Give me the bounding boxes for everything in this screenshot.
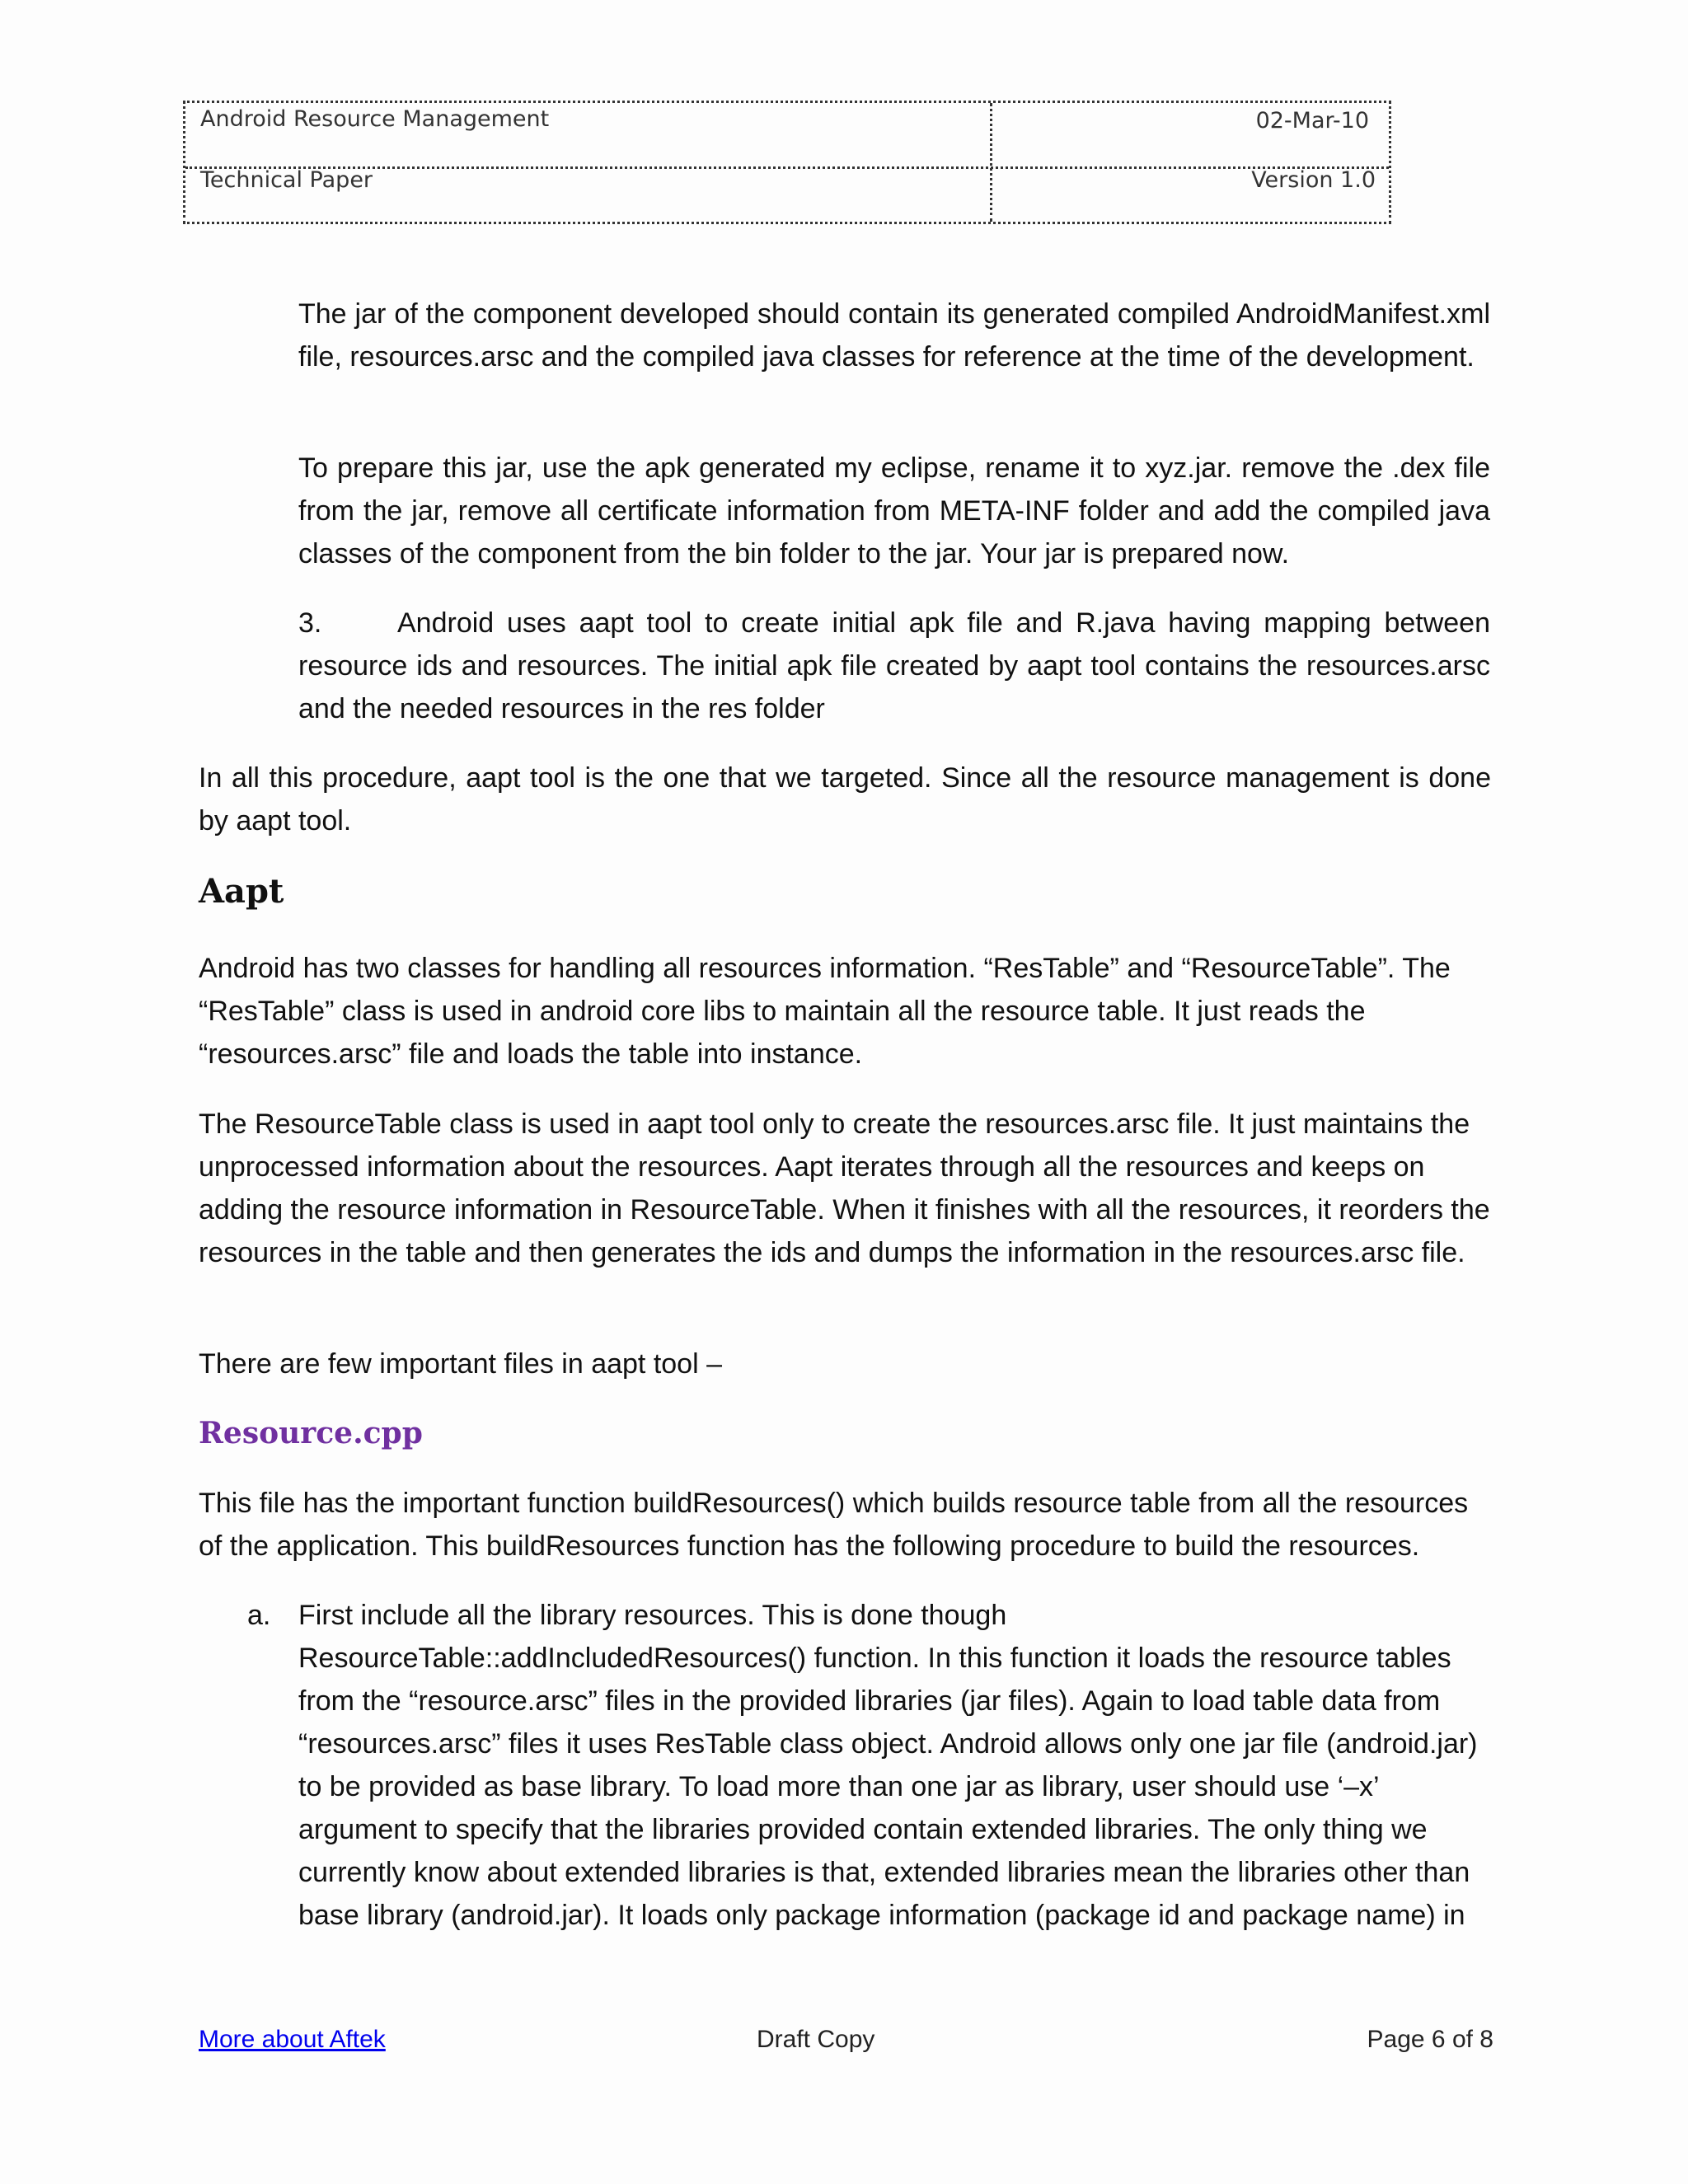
doc-type: Technical Paper (200, 167, 373, 193)
doc-date: 02-Mar-10 (1255, 108, 1369, 134)
paragraph-classes: Android has two classes for handling all resources information. “ResTable” and “ResourceTable”. The “ResTable” class is used in android core libs to maintain all the resource table. It just reads the “resources.arsc” file and loads the table into instance. (199, 953, 1451, 1070)
heading-aapt: Aapt (199, 872, 284, 911)
list-marker-3: 3. (298, 607, 322, 639)
header-table (183, 101, 1391, 224)
heading-resource-cpp: Resource.cpp (199, 1416, 423, 1451)
list-marker-a: a. (247, 1600, 271, 1631)
paragraph-jar: The jar of the component developed should contain its generated compiled AndroidManifest.xml file, resources.arsc and the compiled java classes for reference at the time of the development. (298, 298, 1490, 373)
doc-version: Version 1.0 (1251, 167, 1376, 193)
header-divider-vertical (990, 103, 992, 222)
doc-title: Android Resource Management (200, 106, 550, 132)
footer-link-aftek[interactable]: More about Aftek (199, 2026, 386, 2053)
paragraph-important-files: There are few important files in aapt tool – (199, 1348, 722, 1380)
footer-draft-copy: Draft Copy (757, 2026, 875, 2053)
paragraph-buildresources: This file has the important function buildResources() which builds resource table from all the resources of the application. This buildResources function has the following procedure to build the resources. (199, 1488, 1469, 1562)
list-item-3: Android uses aapt tool to create initial apk file and R.java having mapping between resource ids and resources. The initial apk file created by aapt tool contains the resources.arsc and the needed resources in the res folder (298, 607, 1490, 724)
footer-page-number: Page 6 of 8 (1367, 2026, 1493, 2053)
paragraph-procedure: In all this procedure, aapt tool is the one that we targeted. Since all the resource management is done by aapt tool. (199, 762, 1491, 837)
list-item-a: First include all the library resources. This is done though ResourceTable::addIncludedResources() function. In this function it loads the resource tables from the “resource.arsc” files in the provided libraries (jar files). Again to load table data from “resources.arsc” files it uses ResTable class object. Android allows only one jar file (android.jar) to be provided as base library. To load more than one jar as library, user should use ‘–x’ argument to specify that the libraries provided contain extended libraries. The only thing we currently know about extended libraries is that, extended libraries mean the libraries other than base library (android.jar). It loads only package information (package id and package name) in (298, 1600, 1478, 1931)
paragraph-prepare-jar: To prepare this jar, use the apk generated my eclipse, rename it to xyz.jar. remove the .dex file from the jar, remove all certificate information from META-INF folder and add the compiled java classes of the component from the bin folder to the jar. Your jar is prepared now. (298, 452, 1490, 569)
paragraph-resourcetable: The ResourceTable class is used in aapt tool only to create the resources.arsc file. It just maintains the unprocessed information about the resources. Aapt iterates through all the resources and keeps on adding the resource information in ResourceTable. When it finishes with all the resources, it reorders the resources in the table and then generates the ids and dumps the information in the resources.arsc file. (199, 1108, 1490, 1268)
